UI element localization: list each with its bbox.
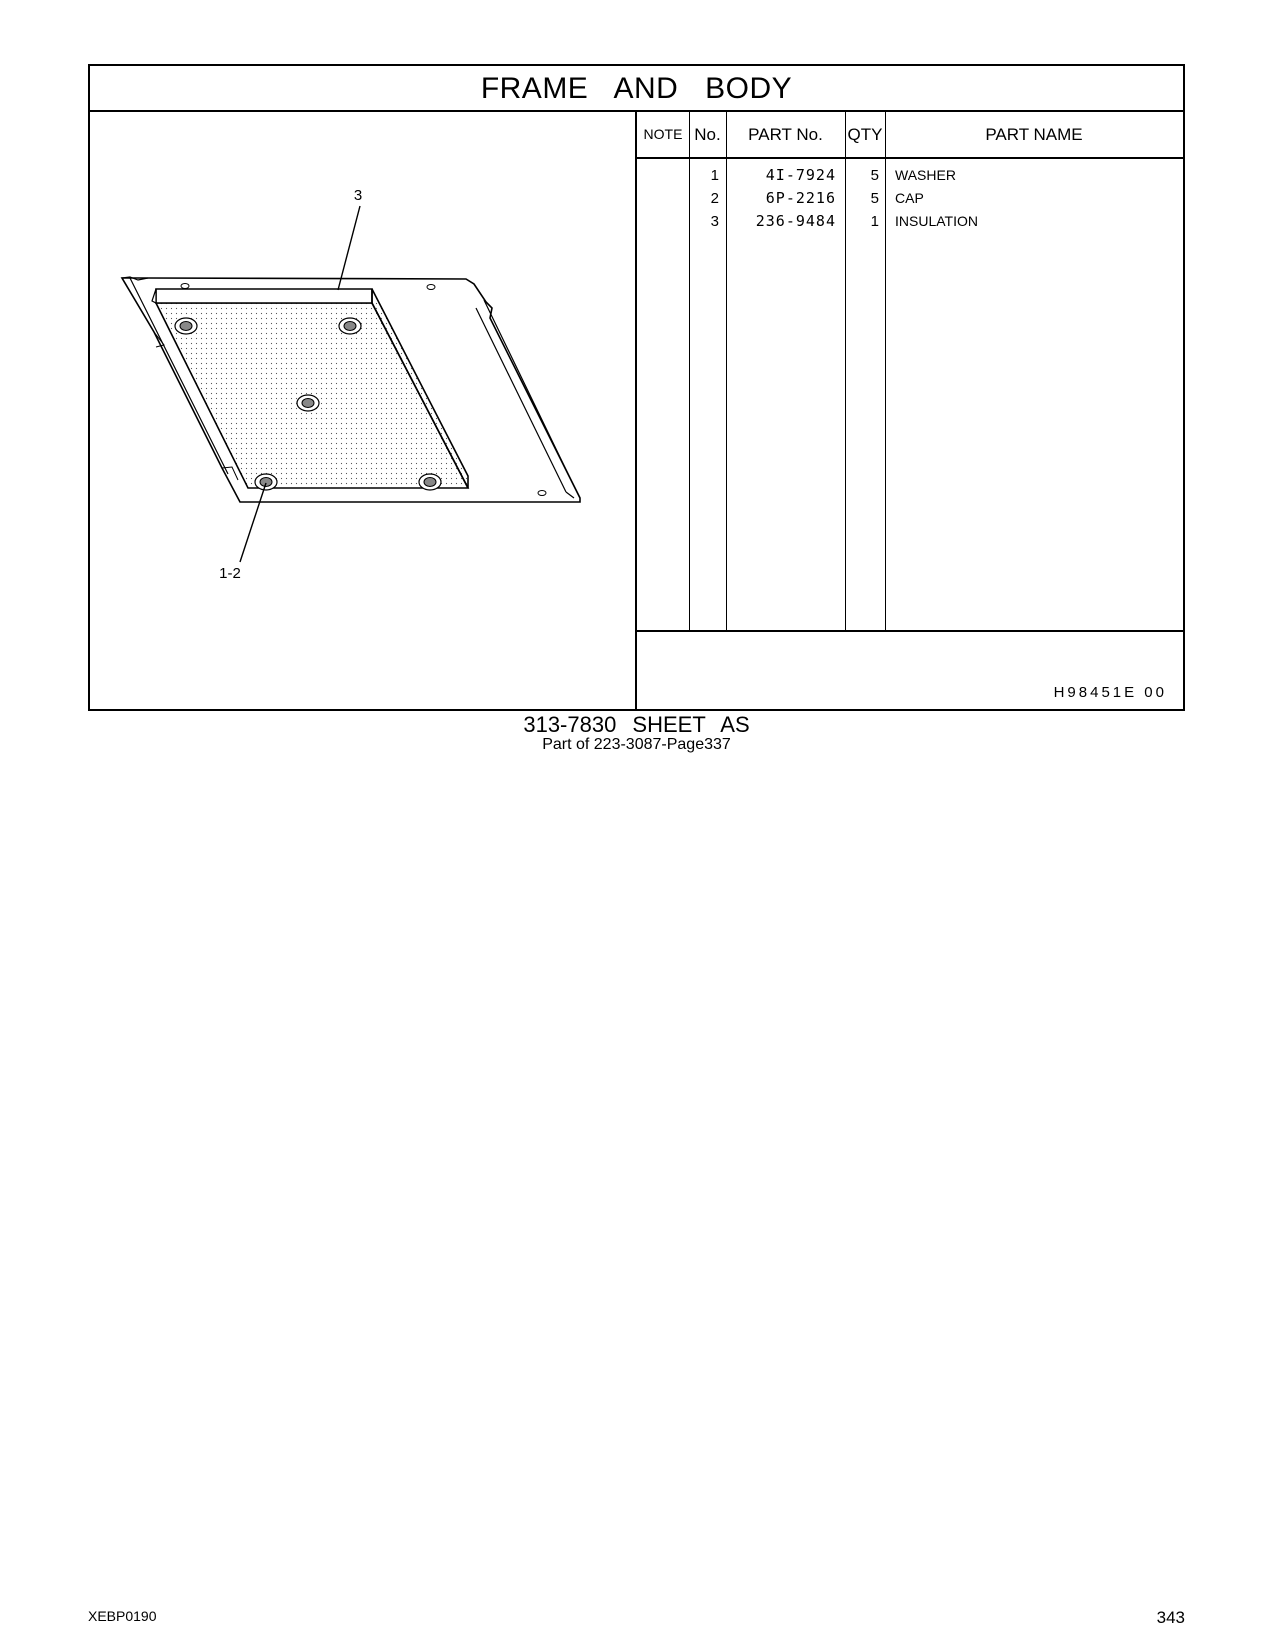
header-no: No. [694,125,721,144]
document-code: XEBP0190 [88,1608,157,1624]
leader-1-2 [240,483,266,562]
assembly-subcaption: Part of 223-3087-Page337 [542,736,731,753]
parts-frame [88,64,1185,711]
drawing-code: H98451E 00 [1053,684,1167,701]
sheet-illustration [90,112,635,709]
callout-1-2: 1-2 [219,565,241,582]
parts-table: NOTE No. PART No. QTY PART NAME 1 4I-7924 5 WASHER 2 6P-2216 5 CAP 3 236-9484 1 INSULATION H98451E 00 [637,112,1183,709]
header-qty: QTY [847,125,883,144]
page-number: 343 [1156,1608,1185,1627]
header-part-no: PART No. [748,125,823,144]
assembly-caption: 313-7830 SHEET AS [523,712,750,737]
page-title: FRAME AND BODY [90,66,1183,112]
callout-3: 3 [353,187,363,204]
illustration-panel [90,112,637,709]
header-part-name: PART NAME [985,125,1083,144]
header-note: NOTE [643,126,683,142]
leader-3 [338,206,360,290]
